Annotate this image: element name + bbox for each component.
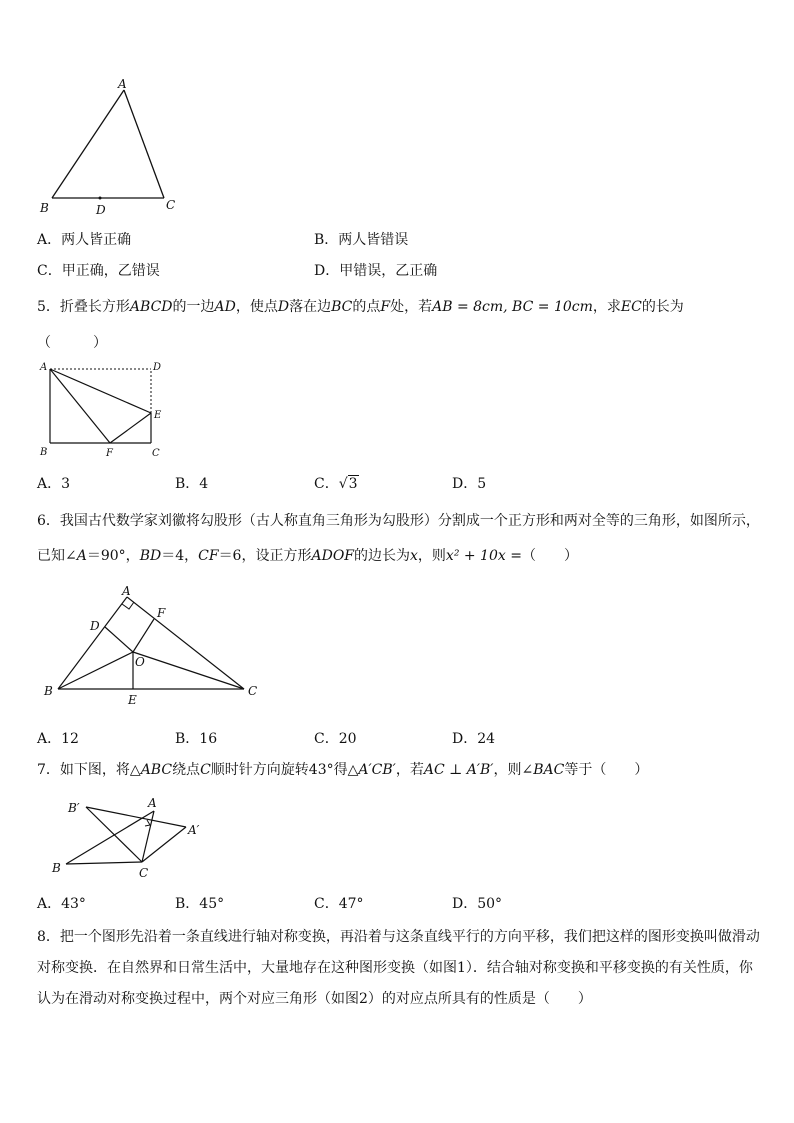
- sqrt-icon: √: [338, 476, 348, 492]
- q6-math: CF: [198, 548, 219, 564]
- q5-option-d[interactable]: D．5: [452, 476, 487, 492]
- q5-answer-paren: （ ）: [37, 335, 107, 351]
- q7-text: 绕点: [172, 762, 201, 778]
- q6-label-b: B: [44, 684, 53, 698]
- q4-point-d: [99, 197, 102, 200]
- q6-option-b[interactable]: B．16: [175, 731, 218, 747]
- q6-text: （ ）: [521, 548, 578, 564]
- q5-label-e: E: [154, 410, 162, 421]
- q7-stem: [37, 759, 648, 779]
- q7-side-b2a2: [86, 807, 186, 827]
- q7-label-b2: B′: [68, 801, 80, 815]
- q4-label-b: B: [40, 201, 49, 215]
- q6-text: ，则: [417, 548, 446, 564]
- q7-math: △A′CB′: [347, 762, 396, 778]
- q6-segment-fo: [133, 619, 154, 652]
- q4-option-c[interactable]: C．甲正确，乙错误: [37, 263, 160, 279]
- q5-math: AB = 8cm, BC = 10cm: [432, 299, 593, 315]
- q7-right-angle-mark: [145, 820, 150, 826]
- q7-option-a[interactable]: A．43°: [37, 896, 86, 912]
- q5-math: EC: [620, 299, 642, 315]
- q5-text: ，求: [592, 299, 621, 315]
- q7-side-ba: [66, 811, 154, 864]
- q6-math: x: [410, 548, 418, 564]
- q4-option-d[interactable]: D．甲错误，乙正确: [314, 263, 438, 279]
- q7-text: ，若: [395, 762, 424, 778]
- q5-option-c[interactable]: [314, 473, 359, 493]
- q7-label-c: C: [139, 866, 149, 880]
- q6-text: ＝6，设正方形: [218, 548, 312, 564]
- q7-option-d[interactable]: D．50°: [452, 896, 503, 912]
- q6-segment-co: [133, 652, 244, 689]
- q4-side-ab: [52, 90, 124, 198]
- q5-label-f: F: [106, 448, 113, 459]
- q4-side-ac: [124, 90, 164, 198]
- q6-option-d[interactable]: D．24: [452, 731, 496, 747]
- q5-math: ABCD: [129, 299, 173, 315]
- q5-math: AD: [214, 299, 236, 315]
- q6-right-angle-mark: [122, 602, 134, 609]
- q5-option-b[interactable]: B．4: [175, 476, 209, 492]
- q6-triangle-figure: [36, 583, 266, 713]
- q6-text: ＝90°，: [86, 548, 140, 564]
- q4-label-d: D: [96, 203, 106, 217]
- q6-side-ab: [58, 597, 127, 689]
- q7-rotation-figure: [46, 792, 216, 884]
- q5-option-a[interactable]: A．3: [37, 476, 71, 492]
- q5-segment-fe: [110, 413, 151, 443]
- q7-text: 等于（ ）: [564, 762, 649, 778]
- q6-option-a[interactable]: A．12: [37, 731, 79, 747]
- q6-option-c[interactable]: C．20: [314, 731, 357, 747]
- q6-math: x² + 10x =: [445, 548, 522, 564]
- q5-text: 的长为: [641, 299, 684, 315]
- q4-option-a[interactable]: A．两人皆正确: [37, 232, 132, 248]
- q5-label-d: D: [153, 362, 162, 373]
- q5-option-c-radicand: 3: [348, 476, 358, 492]
- q7-text: 顺时针方向旋转43°得: [210, 762, 348, 778]
- q6-text: ＝4，: [161, 548, 199, 564]
- q7-side-b2c: [86, 807, 142, 862]
- q7-math: AC ⊥ A′B′: [423, 762, 494, 778]
- q6-math: A: [76, 548, 87, 564]
- q6-math: ADOF: [311, 548, 355, 564]
- q5-rectangle-figure: [34, 358, 174, 463]
- q5-text: 落在边: [289, 299, 332, 315]
- q6-label-f: F: [157, 606, 166, 620]
- q8-stem-line2: 对称变换．在自然界和日常生活中，大量地存在这种图形变换（如图1）．结合轴对称变换和平移变换的有关性质，你: [37, 960, 753, 976]
- q7-text: 7．如下图，将: [37, 762, 130, 778]
- q6-text: 已知∠: [37, 548, 77, 564]
- q5-option-c-prefix: C．: [314, 476, 339, 492]
- q4-label-a: A: [118, 77, 127, 91]
- q7-math: C: [200, 762, 211, 778]
- q5-text: 的一边: [172, 299, 215, 315]
- q6-stem-line1: 6．我国古代数学家刘徽将勾股形（古人称直角三角形为勾股形）分割成一个正方形和两对全等的三角形，如图所示，: [37, 513, 760, 529]
- q4-option-b[interactable]: B．两人皆错误: [314, 232, 409, 248]
- q5-text: 处，若: [390, 299, 433, 315]
- q7-label-a: A: [148, 796, 157, 810]
- q6-side-ac: [127, 597, 244, 689]
- q7-label-b: B: [52, 861, 61, 875]
- q5-label-b: B: [40, 447, 48, 458]
- q6-label-c: C: [248, 684, 258, 698]
- q7-text: ，则: [493, 762, 522, 778]
- q6-segment-do: [105, 627, 133, 652]
- q5-text: 的点: [352, 299, 381, 315]
- q4-triangle-figure: [30, 75, 200, 225]
- q5-math: F: [380, 299, 391, 315]
- q6-math: BD: [139, 548, 162, 564]
- q7-math: ∠BAC: [521, 762, 565, 778]
- q7-side-bc: [66, 862, 142, 864]
- q6-label-o: O: [135, 655, 145, 669]
- q5-text: ，使点: [235, 299, 278, 315]
- q5-label-c: C: [152, 448, 160, 459]
- q6-stem-line2: [37, 545, 578, 565]
- q6-label-e: E: [128, 693, 137, 707]
- q6-label-d: D: [90, 619, 100, 633]
- q7-option-c[interactable]: C．47°: [314, 896, 364, 912]
- q6-label-a: A: [122, 584, 131, 598]
- q5-text: 5．折叠长方形: [37, 299, 130, 315]
- q6-text: 的边长为: [354, 548, 411, 564]
- q5-stem: [37, 296, 684, 316]
- q5-label-a: A: [40, 362, 48, 373]
- q5-math: D: [277, 299, 290, 315]
- q8-stem-line1: 8．把一个图形先沿着一条直线进行轴对称变换，再沿着与这条直线平行的方向平移，我们把这样的图形变换叫做滑动: [37, 929, 760, 945]
- q5-segment-af: [50, 369, 110, 443]
- q5-math: BC: [331, 299, 353, 315]
- q7-math: △ABC: [129, 762, 173, 778]
- q7-option-b[interactable]: B．45°: [175, 896, 225, 912]
- q6-segment-bo: [58, 652, 133, 689]
- q8-stem-line3: 认为在滑动对称变换过程中，两个对应三角形（如图2）的对应点所具有的性质是（ ）: [37, 991, 592, 1007]
- q5-fold-ae: [50, 369, 151, 413]
- q4-label-c: C: [166, 198, 176, 212]
- q7-label-a2: A′: [188, 823, 200, 837]
